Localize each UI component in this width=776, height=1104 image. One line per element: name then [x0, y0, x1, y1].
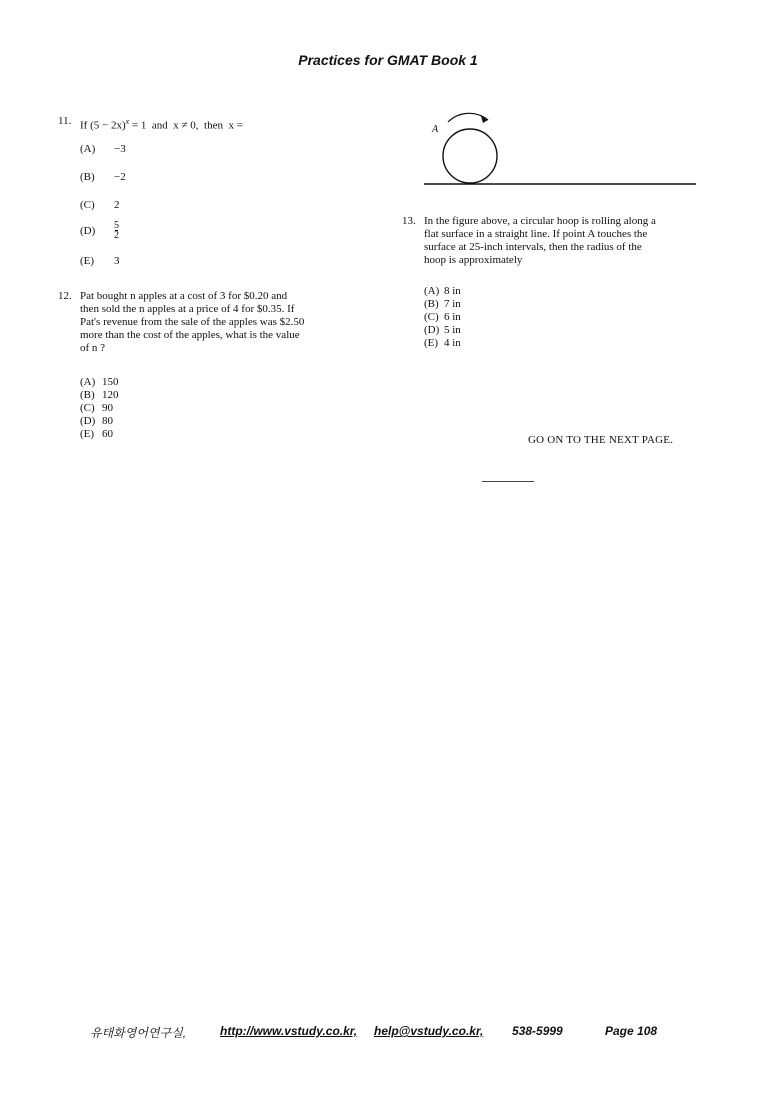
answer-option[interactable]	[80, 376, 119, 389]
option-label: (B)	[80, 389, 95, 401]
footer-org: 유태화영어연구실,	[90, 1026, 187, 1040]
answer-option[interactable]	[424, 324, 461, 337]
hoop-figure	[420, 108, 700, 190]
option-label: (D)	[424, 324, 440, 336]
fraction-denominator: 2	[114, 230, 119, 241]
go-on-notice: GO ON TO THE NEXT PAGE.	[528, 434, 674, 446]
option-text: 3	[114, 255, 120, 267]
answer-option[interactable]	[80, 402, 119, 415]
stem-line: more than the cost of the apples, what is the value	[80, 329, 300, 341]
option-text: 4 in	[444, 337, 461, 349]
option-text: −2	[114, 171, 126, 183]
answer-option[interactable]	[424, 337, 461, 350]
option-text: 6 in	[444, 311, 461, 323]
option-text: 8 in	[444, 285, 461, 297]
option-text: −3	[114, 143, 126, 155]
page-number: Page 108	[605, 1024, 658, 1038]
stem-exponent: x	[125, 117, 130, 126]
answer-option[interactable]	[80, 199, 120, 211]
question-number: 11.	[58, 115, 72, 127]
stem-line: hoop is approximately	[424, 254, 523, 266]
answer-options	[80, 376, 119, 441]
answer-option[interactable]	[80, 255, 120, 267]
footer-email-link[interactable]: help@vstudy.co.kr,	[374, 1024, 484, 1038]
option-label: (A)	[80, 376, 96, 388]
option-label: (E)	[80, 255, 95, 267]
option-label: (D)	[80, 415, 96, 427]
stem-part: If (5 − 2x)	[80, 119, 126, 132]
question-stem	[80, 290, 380, 355]
question-stem	[424, 215, 724, 267]
option-label: (D)	[80, 224, 96, 237]
answer-option[interactable]	[424, 285, 461, 298]
answer-option[interactable]	[80, 415, 119, 428]
divider	[482, 481, 534, 482]
footer-phone: 538-5999	[512, 1024, 563, 1038]
answer-option[interactable]	[80, 143, 126, 155]
answer-option[interactable]	[80, 171, 126, 183]
stem-line: then sold the n apples at a price of 4 for $0.35. If	[80, 303, 295, 315]
option-label: (E)	[80, 428, 95, 440]
option-label: (B)	[80, 171, 95, 183]
option-label: (A)	[80, 143, 96, 155]
answer-option[interactable]	[80, 221, 119, 240]
answer-option[interactable]	[80, 428, 119, 441]
stem-line: flat surface in a straight line. If point A touches the	[424, 228, 648, 240]
option-label: (C)	[424, 311, 439, 323]
footer-url-link[interactable]: http://www.vstudy.co.kr,	[220, 1024, 358, 1038]
point-a-label: A	[432, 124, 439, 135]
option-text: 60	[102, 428, 113, 440]
option-label: (E)	[424, 337, 439, 349]
page-title: Practices for GMAT Book 1	[298, 52, 478, 68]
option-text: 5 in	[444, 324, 461, 336]
option-text: 80	[102, 415, 113, 427]
option-label: (C)	[80, 199, 95, 211]
stem-line: In the figure above, a circular hoop is rolling along a	[424, 215, 656, 227]
answer-options	[424, 285, 461, 350]
option-text: 120	[102, 389, 119, 401]
answer-option[interactable]	[424, 298, 461, 311]
question-stem	[80, 115, 243, 133]
option-text: 90	[102, 402, 113, 414]
answer-option[interactable]	[424, 311, 461, 324]
fraction	[114, 221, 119, 240]
fraction-numerator: 5	[114, 220, 119, 231]
hoop-circle	[443, 129, 497, 183]
stem-line: of n ?	[80, 342, 106, 354]
stem-part: = 1 and x ≠ 0, then x =	[129, 119, 243, 132]
stem-line: surface at 25-inch intervals, then the radius of the	[424, 241, 642, 253]
option-text: 2	[114, 199, 120, 211]
option-label: (C)	[80, 402, 95, 414]
question-number: 13.	[402, 215, 416, 227]
question-number: 12.	[58, 290, 72, 302]
option-label: (B)	[424, 298, 439, 310]
answer-option[interactable]	[80, 389, 119, 402]
option-label: (A)	[424, 285, 440, 297]
option-text: 7 in	[444, 298, 461, 310]
stem-line: Pat bought n apples at a cost of 3 for $0.20 and	[80, 290, 288, 302]
stem-line: Pat's revenue from the sale of the apples was $2.50	[80, 316, 305, 328]
option-text: 150	[102, 376, 119, 388]
